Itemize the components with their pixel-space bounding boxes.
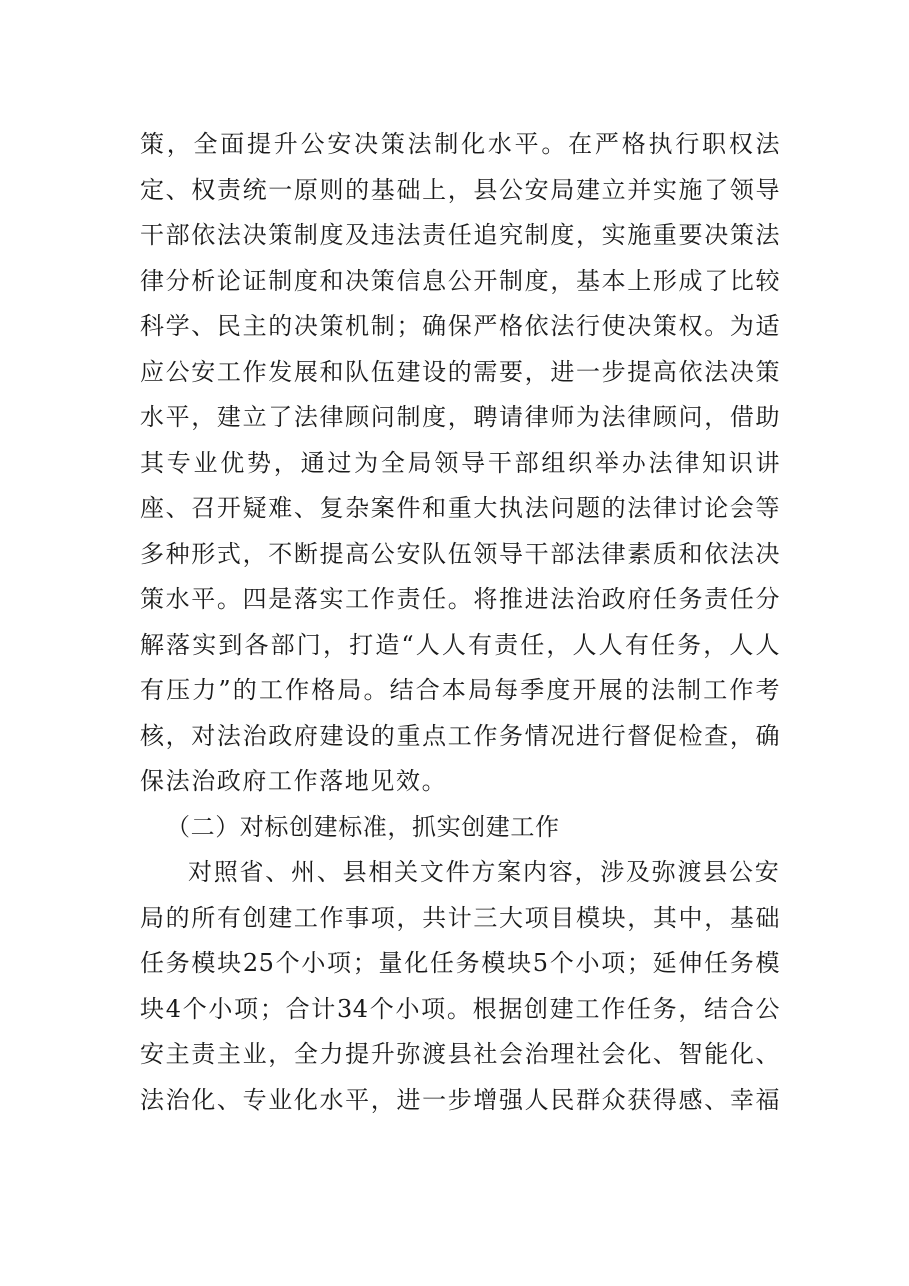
paragraph-line: 水平，建立了法律顾问制度，聘请律师为法律顾问，借助	[140, 403, 780, 431]
paragraph-line: 干部依法决策制度及违法责任追究制度，实施重要决策法	[140, 221, 780, 249]
paragraph-line: 座、召开疑难、复杂案件和重大执法问题的法律讨论会等	[140, 494, 780, 522]
paragraph-line: 安主责主业，全力提升弥渡县社会治理社会化、智能化、	[140, 1040, 780, 1068]
paragraph-line: 解落实到各部门，打造“人人有责任，人人有任务，人人	[140, 630, 780, 659]
paragraph-line: 策，全面提升公安决策法制化水平。在严格执行职权法	[140, 130, 780, 158]
paragraph-line: 多种形式，不断提高公安队伍领导干部法律素质和依法决	[140, 539, 780, 568]
section-heading: （二）对标创建标准，抓实创建工作	[166, 812, 560, 841]
paragraph-line: 策水平。四是落实工作责任。将推进法治政府任务责任分	[140, 585, 780, 613]
paragraph-line: 局的所有创建工作事项，共计三大项目模块，其中，基础	[140, 903, 780, 932]
paragraph-line: 定、权责统一原则的基础上，县公安局建立并实施了领导	[140, 175, 780, 204]
paragraph-1	[140, 122, 780, 805]
paragraph-2	[140, 850, 780, 1123]
paragraph-line: 律分析论证制度和决策信息公开制度，基本上形成了比较	[140, 266, 780, 295]
paragraph-line: 对照省、州、县相关文件方案内容，涉及弥渡县公安	[188, 858, 780, 886]
paragraph-line: 核，对法治政府建设的重点工作务情况进行督促检查，确	[140, 721, 780, 750]
paragraph-line: 任务模块25个小项；量化任务模块5个小项；延伸任务模	[140, 949, 780, 977]
paragraph-line: 有压力”的工作格局。结合本局每季度开展的法制工作考	[140, 676, 780, 704]
paragraph-line: 科学、民主的决策机制；确保严格依法行使决策权。为适	[140, 312, 780, 340]
paragraph-line: 法治化、专业化水平，进一步增强人民群众获得感、幸福	[140, 1085, 780, 1114]
document-body	[140, 122, 780, 1123]
paragraph-line: 其专业优势，通过为全局领导干部组织举办法律知识讲	[140, 448, 780, 477]
paragraph-line: 块4个小项；合计34个小项。根据创建工作任务，结合公	[140, 994, 780, 1023]
paragraph-line: 应公安工作发展和队伍建设的需要，进一步提高依法决策	[140, 357, 780, 386]
paragraph-line: 保法治政府工作落地见效。	[140, 767, 448, 795]
